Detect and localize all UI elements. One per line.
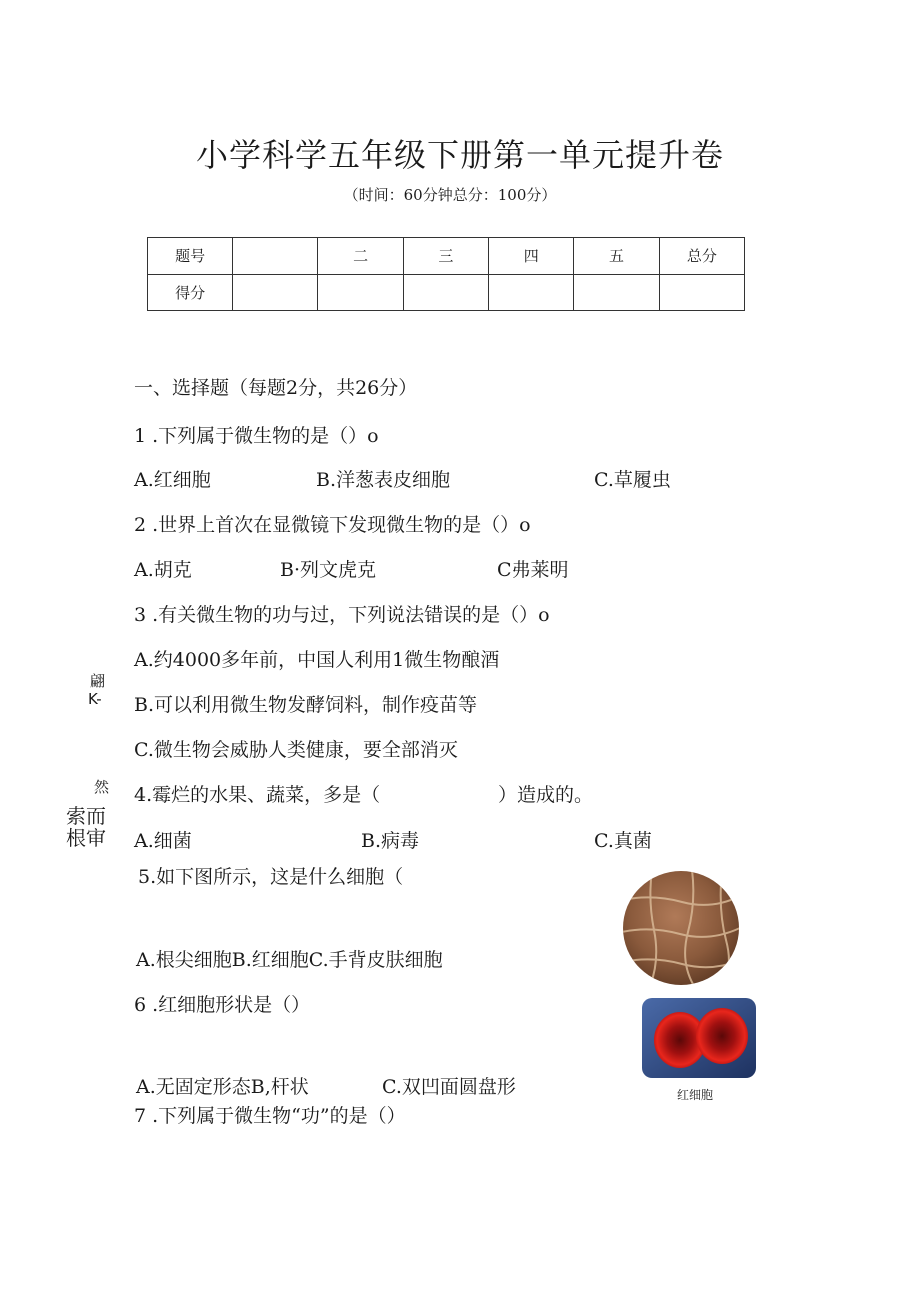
margin-text: K- (88, 690, 102, 708)
row-header-number: 题号 (148, 238, 233, 275)
option-6c[interactable]: C.双凹面圆盘形 (382, 1076, 516, 1098)
option-4b[interactable]: B.病毒 (361, 830, 420, 852)
figure-caption: 红细胞 (677, 1088, 714, 1102)
margin-text: 然 (94, 778, 110, 796)
section-heading: 一、选择题（每题2分，共26分） (134, 377, 418, 399)
col-4: 四 (489, 238, 574, 275)
question-2: 2 .世界上首次在显微镜下发现微生物的是（）o (134, 514, 531, 536)
option-2a[interactable]: A.胡克 (134, 559, 192, 581)
option-4c[interactable]: C.真菌 (594, 830, 652, 852)
table-row (148, 238, 745, 275)
col-3: 三 (403, 238, 488, 275)
page-subtitle: （时间：60分钟总分：100分） (343, 186, 557, 204)
question-1: 1 .下列属于微生物的是（）o (134, 425, 379, 447)
margin-text: 索而 (66, 804, 106, 828)
score-table (147, 237, 745, 311)
score-cell[interactable] (233, 274, 318, 311)
skin-cell-image (622, 870, 740, 986)
col-5: 五 (574, 238, 659, 275)
option-3b[interactable]: B.可以利用微生物发酵饲料，制作疫苗等 (134, 694, 478, 716)
question-4: 4.霉烂的水果、蔬菜，多是（ (134, 784, 381, 806)
score-cell[interactable] (659, 274, 744, 311)
option-4a[interactable]: A.细菌 (134, 830, 192, 852)
option-1a[interactable]: A.红细胞 (134, 469, 211, 491)
question-4-end: ）造成的。 (498, 784, 594, 806)
question-3: 3 .有关微生物的功与过，下列说法错误的是（）o (134, 604, 550, 626)
option-1c[interactable]: C.草履虫 (594, 469, 671, 491)
question-5: 5.如下图所示，这是什么细胞（ (138, 866, 404, 888)
score-cell[interactable] (318, 274, 403, 311)
margin-text: 根审 (66, 826, 106, 850)
score-cell[interactable] (403, 274, 488, 311)
table-row (148, 274, 745, 311)
margin-text: 翩 (90, 672, 106, 690)
red-blood-cell-image (642, 998, 756, 1078)
row-header-score: 得分 (148, 274, 233, 311)
option-2b[interactable]: B·列文虎克 (280, 559, 377, 581)
question-6: 6 .红细胞形状是（） (134, 994, 311, 1016)
score-cell[interactable] (489, 274, 574, 311)
option-3c[interactable]: C.微生物会威胁人类健康，要全部消灭 (134, 739, 458, 761)
score-cell[interactable] (574, 274, 659, 311)
option-6ab[interactable]: A.无固定形态B,杆状 (136, 1076, 309, 1098)
option-2c[interactable]: C弗莱明 (497, 559, 569, 581)
question-7: 7 .下列属于微生物“功”的是（） (134, 1105, 406, 1127)
page-title: 小学科学五年级下册第一单元提升卷 (195, 136, 724, 174)
option-5[interactable]: A.根尖细胞B.红细胞C.手背皮肤细胞 (136, 949, 443, 971)
col-1 (233, 238, 318, 275)
col-total: 总分 (659, 238, 744, 275)
option-3a[interactable]: A.约4000多年前，中国人利用1微生物酿酒 (134, 649, 500, 671)
option-1b[interactable]: B.洋葱表皮细胞 (316, 469, 451, 491)
col-2: 二 (318, 238, 403, 275)
